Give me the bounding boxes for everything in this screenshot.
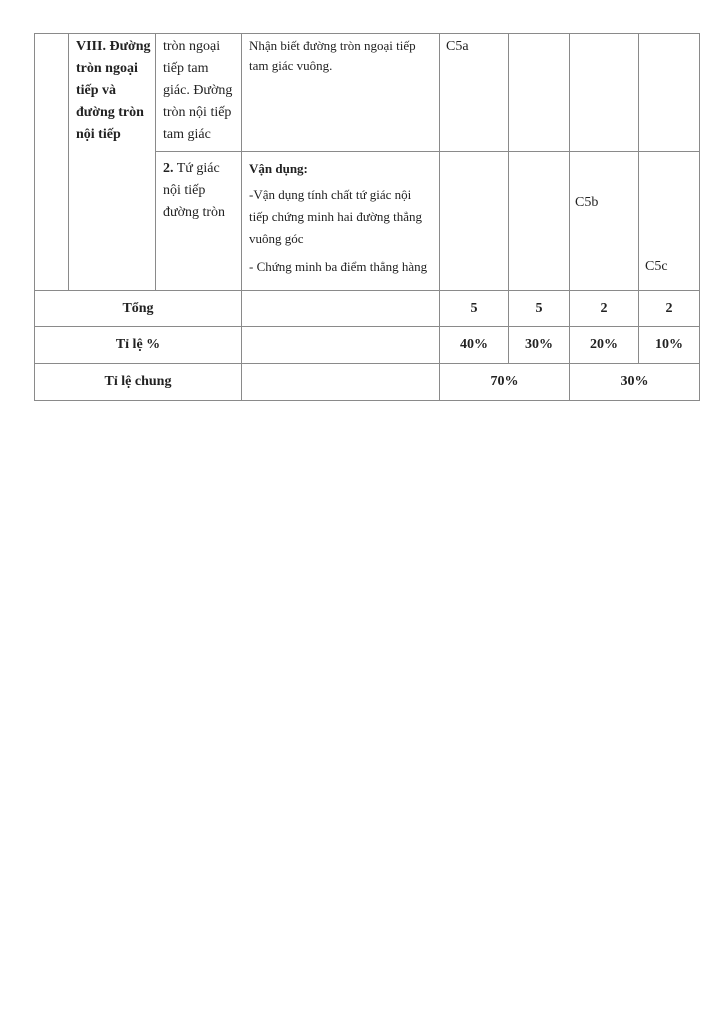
unit2-q-van-dung — [570, 152, 639, 291]
tong-value: 5 — [509, 291, 570, 327]
tong-label: Tổng — [35, 291, 242, 327]
unit1-name: tròn ngoại tiếp tam giác. Đường tròn nội tiếp tam giác — [163, 39, 233, 142]
table-row-ti-le-chung — [35, 364, 700, 401]
ti-le-chung-value: 30% — [570, 364, 700, 401]
ti-le-chung-value: 70% — [440, 364, 570, 401]
tong-value: 5 — [440, 291, 509, 327]
index-cell — [35, 34, 69, 291]
unit1-q-nhan-biet — [440, 34, 509, 152]
unit2-number: 2. — [163, 161, 174, 176]
matrix-table — [34, 33, 700, 401]
ti-le-value: 40% — [440, 327, 509, 364]
unit2-requirement-cell — [242, 152, 440, 291]
unit2-name-cell — [156, 152, 242, 291]
table-row-unit1 — [35, 34, 700, 152]
unit2-q-nhan-biet — [440, 152, 509, 291]
unit1-q-van-dung — [570, 34, 639, 152]
table-row-tong — [35, 291, 700, 327]
level-heading: Vận dụng: — [249, 161, 308, 176]
tong-value: 2 — [639, 291, 700, 327]
unit1-q-thong-hieu — [509, 34, 570, 152]
unit1-q-van-dung-cao — [639, 34, 700, 152]
unit2-req2: - Chứng minh ba điểm thẳng hàng — [249, 259, 428, 274]
question-code: C5c — [645, 259, 668, 274]
ti-le-value: 30% — [509, 327, 570, 364]
ti-le-label: Tỉ lệ % — [35, 327, 242, 364]
ti-le-chung-label: Tỉ lệ chung — [35, 364, 242, 401]
ti-le-chung-blank — [242, 364, 440, 401]
tong-value: 2 — [570, 291, 639, 327]
topic-cell — [69, 34, 156, 291]
unit2-q-van-dung-cao — [639, 152, 700, 291]
unit2-name: Tứ giác nội tiếp đường tròn — [163, 161, 226, 220]
unit1-requirement: Nhận biết đường tròn ngoại tiếp tam giác vuông. — [249, 38, 416, 73]
topic-title: VIII. Đường tròn ngoại tiếp và đường tròn nội tiếp — [76, 39, 151, 142]
question-code: C5b — [575, 195, 599, 210]
assessment-matrix — [34, 33, 700, 401]
unit2-q-thong-hieu — [509, 152, 570, 291]
ti-le-value: 10% — [639, 327, 700, 364]
ti-le-value: 20% — [570, 327, 639, 364]
unit1-requirement-cell — [242, 34, 440, 152]
unit2-req1: -Vận dụng tính chất tứ giác nội tiếp chứng minh hai đường thẳng vuông góc — [249, 187, 422, 246]
tong-blank — [242, 291, 440, 327]
ti-le-blank — [242, 327, 440, 364]
unit1-name-cell — [156, 34, 242, 152]
question-code: C5a — [446, 39, 469, 54]
table-row-ti-le — [35, 327, 700, 364]
